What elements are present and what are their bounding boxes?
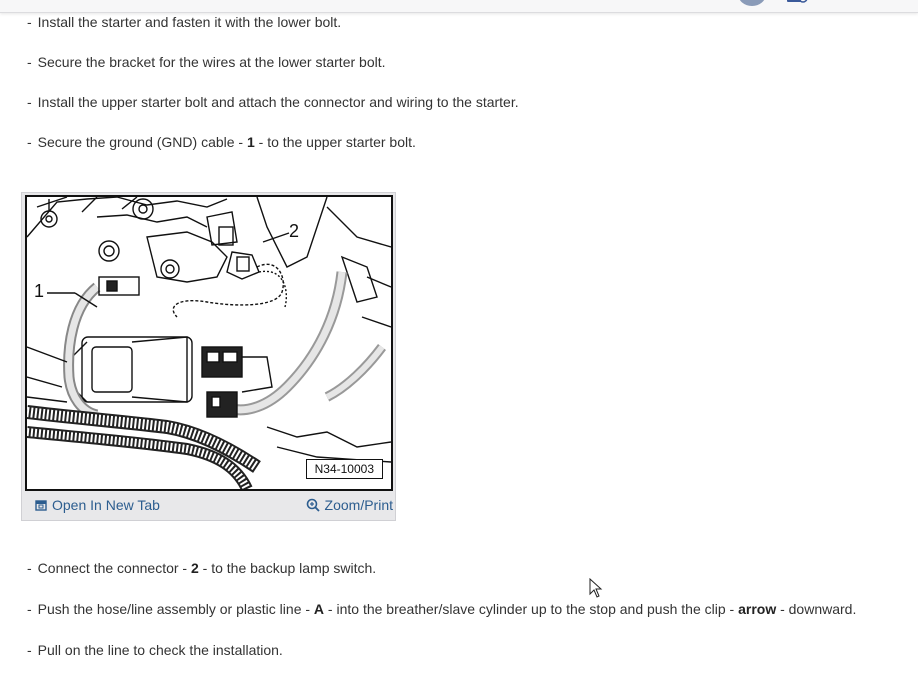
step-dash: - xyxy=(27,601,32,617)
step-pull-line xyxy=(27,641,283,659)
step-text: Secure the ground (GND) cable - xyxy=(37,134,247,150)
app-header xyxy=(0,0,918,13)
step-ground-cable xyxy=(27,133,416,151)
step-text: Connect the connector - xyxy=(37,560,191,576)
starter-diagram xyxy=(27,197,391,489)
zoom-print-link[interactable] xyxy=(306,497,393,513)
step-text: Install the starter and fasten it with the lower bolt. xyxy=(37,14,342,30)
step-dash: - xyxy=(27,94,32,110)
step-connect-connector xyxy=(27,559,376,577)
figure-illustration[interactable] xyxy=(25,195,393,491)
step-text: Push the hose/line assembly or plastic line - xyxy=(37,601,314,617)
user-avatar[interactable] xyxy=(738,0,766,6)
step-upper-bolt xyxy=(27,93,519,111)
zoom-print-label: Zoom/Print xyxy=(324,497,393,513)
step-reference: 1 xyxy=(247,134,255,150)
step-reference: A xyxy=(313,601,325,617)
step-text: - downward. xyxy=(776,601,857,617)
step-dash: - xyxy=(27,560,32,576)
step-secure-bracket xyxy=(27,53,386,71)
step-text: - into the breather/slave cylinder up to the stop and push the clip - xyxy=(324,601,739,617)
step-text: - to the backup lamp switch. xyxy=(198,560,377,576)
step-text: Secure the bracket for the wires at the lower starter bolt. xyxy=(37,54,386,70)
step-dash: - xyxy=(27,134,32,150)
step-reference: arrow xyxy=(738,601,777,617)
figure-toolbar xyxy=(25,493,393,517)
figure-container xyxy=(21,192,396,521)
step-dash: - xyxy=(27,54,32,70)
open-in-new-tab-link[interactable] xyxy=(35,497,160,513)
figure-callout-2: 2 xyxy=(289,221,300,241)
step-text: - to the upper starter bolt. xyxy=(254,134,416,150)
open-in-new-tab-label: Open In New Tab xyxy=(52,497,160,513)
step-dash: - xyxy=(27,14,32,30)
step-push-hose xyxy=(27,600,856,618)
step-text: Pull on the line to check the installation. xyxy=(37,642,283,658)
step-dash: - xyxy=(27,642,32,658)
figure-callout-1: 1 xyxy=(34,281,45,301)
zoom-icon xyxy=(306,498,320,512)
step-install-starter xyxy=(27,13,341,31)
open-tab-icon xyxy=(35,499,47,511)
notes-icon[interactable] xyxy=(786,0,808,4)
mouse-cursor-icon xyxy=(589,578,603,598)
figure-code: N34-10003 xyxy=(306,459,383,479)
step-reference: 2 xyxy=(190,560,199,576)
step-text: Install the upper starter bolt and attach the connector and wiring to the starter. xyxy=(37,94,519,110)
